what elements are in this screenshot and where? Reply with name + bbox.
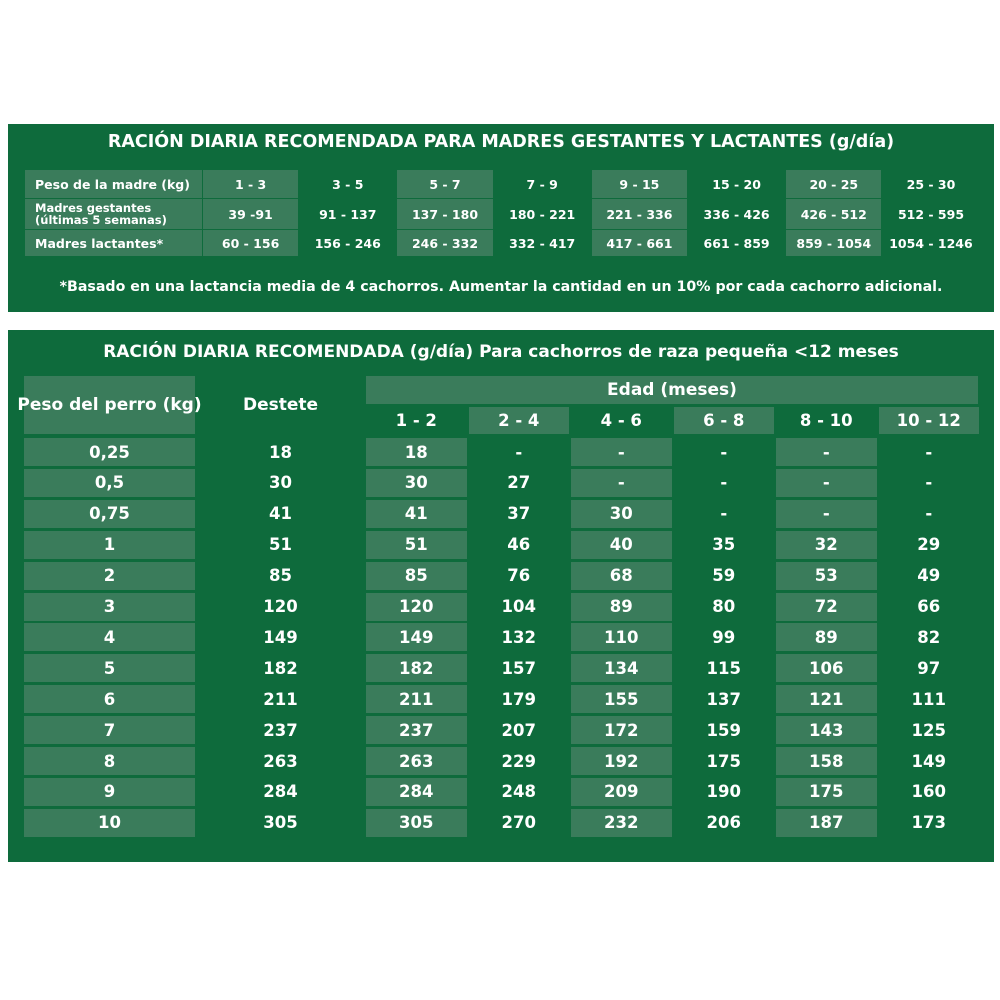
mother-weight-header: Peso de la madre (kg) [25, 170, 202, 198]
age-ration-cell: 89 [571, 593, 672, 621]
age-ration-cell: - [925, 504, 933, 524]
age-ration-cell: 68 [571, 562, 672, 590]
age-ration-cell: 190 [706, 782, 741, 802]
age-column-header: 1 - 2 [395, 411, 437, 430]
age-ration-cell: - [720, 473, 728, 493]
age-ration-cell: 149 [366, 623, 467, 651]
age-ration-cell: 41 [366, 500, 467, 528]
mother-ration-cell: 512 - 595 [897, 206, 965, 222]
mother-ration-cell: 859 - 1054 [786, 230, 881, 256]
weaning-ration-cell: 18 [269, 442, 292, 462]
age-group-header: Edad (meses) [366, 376, 978, 404]
puppy-ration-panel [8, 330, 994, 862]
age-ration-cell: 27 [507, 473, 531, 493]
dog-weight-cell: 5 [24, 654, 195, 682]
age-ration-cell: 115 [706, 658, 741, 678]
age-ration-cell: 263 [366, 747, 467, 775]
age-ration-cell: 89 [776, 623, 877, 651]
mother-weight-cell: 15 - 20 [712, 176, 761, 192]
weaning-ration-cell: 41 [269, 504, 292, 524]
age-ration-cell: 46 [507, 535, 531, 555]
mother-ration-cell: 91 - 137 [319, 206, 377, 222]
weaning-ration-cell: 120 [263, 597, 298, 616]
age-ration-cell: 175 [706, 751, 741, 771]
mother-weight-cell: 20 - 25 [786, 170, 881, 198]
mother-ration-cell: 417 - 661 [592, 230, 687, 256]
puppy-table-title: RACIÓN DIARIA RECOMENDADA (g/día) Para cachorros de raza pequeña <12 meses [103, 342, 899, 362]
weaning-ration-cell: 237 [263, 720, 298, 740]
age-ration-cell: 29 [917, 535, 941, 555]
weaning-ration-cell: 85 [269, 566, 292, 586]
weight-column-header: Peso del perro (kg) [24, 376, 195, 434]
age-ration-cell: 66 [917, 597, 941, 616]
age-column-header: 2 - 4 [469, 407, 570, 434]
age-ration-cell: 270 [501, 813, 536, 833]
age-ration-cell: 237 [366, 716, 467, 744]
weaning-ration-cell: 284 [263, 782, 298, 802]
mother-row-label-line2: (últimas 5 semanas) [35, 213, 167, 227]
mother-weight-cell: 3 - 5 [332, 176, 364, 192]
age-ration-cell: 40 [571, 531, 672, 559]
age-ration-cell: 157 [501, 658, 536, 678]
age-ration-cell: 192 [571, 747, 672, 775]
age-ration-cell: 211 [366, 685, 467, 713]
age-ration-cell: 172 [571, 716, 672, 744]
mother-ration-cell: 246 - 332 [397, 230, 492, 256]
age-column-header: 6 - 8 [674, 407, 775, 434]
mothers-ration-panel [8, 124, 994, 312]
age-ration-cell: 99 [712, 627, 736, 647]
mother-row-label [25, 199, 202, 229]
mother-weight-cell: 7 - 9 [526, 176, 558, 192]
weaning-ration-cell: 30 [269, 473, 292, 493]
mother-ration-cell: 137 - 180 [397, 199, 492, 229]
age-ration-cell: 160 [911, 782, 946, 802]
mother-ration-cell: 661 - 859 [703, 235, 770, 251]
dog-weight-cell: 1 [24, 531, 195, 559]
weaning-ration-cell: 305 [263, 813, 298, 833]
age-ration-cell: 111 [911, 689, 946, 709]
age-ration-cell: 175 [776, 778, 877, 806]
weaning-ration-cell: 51 [269, 535, 292, 555]
age-ration-cell: 179 [501, 689, 536, 709]
mother-ration-cell: 426 - 512 [786, 199, 881, 229]
age-ration-cell: 159 [706, 720, 741, 740]
mother-ration-cell: 60 - 156 [203, 230, 298, 256]
dog-weight-cell: 0,5 [24, 469, 195, 497]
age-ration-cell: 137 [706, 689, 741, 709]
age-ration-cell: 134 [571, 654, 672, 682]
age-ration-cell: 110 [571, 623, 672, 651]
age-ration-cell: - [776, 469, 877, 497]
mother-ration-cell: 1054 - 1246 [889, 235, 973, 251]
mother-weight-cell: 5 - 7 [397, 170, 492, 198]
mother-ration-cell: 180 - 221 [509, 206, 576, 222]
age-ration-cell: - [925, 473, 933, 493]
mother-ration-cell: 156 - 246 [314, 235, 381, 251]
age-ration-cell: 158 [776, 747, 877, 775]
mother-ration-cell: 221 - 336 [592, 199, 687, 229]
weaning-column-header: Destete [242, 395, 319, 415]
mother-ration-cell: 336 - 426 [703, 206, 770, 222]
age-column-header: 10 - 12 [879, 407, 980, 434]
mothers-table-title: RACIÓN DIARIA RECOMENDADA PARA MADRES GESTANTES Y LACTANTES (g/día) [107, 132, 895, 152]
dog-weight-cell: 2 [24, 562, 195, 590]
age-ration-cell: 82 [917, 627, 941, 647]
age-ration-cell: 173 [911, 813, 946, 833]
age-ration-cell: 187 [776, 809, 877, 837]
age-ration-cell: 97 [917, 658, 941, 678]
dog-weight-cell: 3 [24, 593, 195, 621]
age-ration-cell: - [776, 438, 877, 466]
age-ration-cell: 37 [507, 504, 531, 524]
age-ration-cell: - [776, 500, 877, 528]
age-ration-cell: 72 [776, 593, 877, 621]
age-ration-cell: 49 [917, 566, 941, 586]
age-ration-cell: 207 [501, 720, 536, 740]
mother-row-label-line1: Madres gestantes [35, 201, 152, 215]
mother-ration-cell: 39 -91 [203, 199, 298, 229]
age-ration-cell: 51 [366, 531, 467, 559]
weaning-ration-cell: 149 [263, 627, 298, 647]
age-ration-cell: 132 [501, 627, 536, 647]
age-ration-cell: 284 [366, 778, 467, 806]
age-ration-cell: 106 [776, 654, 877, 682]
age-ration-cell: 30 [366, 469, 467, 497]
age-ration-cell: 182 [366, 654, 467, 682]
mother-weight-cell: 9 - 15 [592, 170, 687, 198]
age-ration-cell: 30 [571, 500, 672, 528]
age-ration-cell: 209 [571, 778, 672, 806]
mother-ration-cell: 332 - 417 [509, 235, 576, 251]
age-ration-cell: 18 [366, 438, 467, 466]
dog-weight-cell: 6 [24, 685, 195, 713]
age-ration-cell: 85 [366, 562, 467, 590]
mother-weight-cell: 1 - 3 [203, 170, 298, 198]
weaning-ration-cell: 263 [263, 751, 298, 771]
mother-row-label: Madres lactantes* [25, 230, 202, 256]
age-ration-cell: 305 [366, 809, 467, 837]
mother-weight-cell: 25 - 30 [906, 176, 956, 192]
dog-weight-cell: 8 [24, 747, 195, 775]
dog-weight-cell: 9 [24, 778, 195, 806]
weaning-ration-cell: 182 [263, 658, 298, 678]
dog-weight-cell: 4 [24, 623, 195, 651]
age-ration-cell: 120 [366, 593, 467, 621]
age-ration-cell: - [720, 442, 728, 462]
age-ration-cell: - [571, 469, 672, 497]
age-column-header: 8 - 10 [799, 411, 853, 430]
age-ration-cell: 206 [706, 813, 741, 833]
age-column-header: 4 - 6 [600, 411, 642, 430]
dog-weight-cell: 10 [24, 809, 195, 837]
age-ration-cell: 59 [712, 566, 736, 586]
age-ration-cell: 143 [776, 716, 877, 744]
age-ration-cell: 35 [712, 535, 736, 555]
mothers-footnote: *Basado en una lactancia media de 4 cachorros. Aumentar la cantidad en un 10% por cada cachorro adicional. [59, 279, 943, 295]
age-ration-cell: 121 [776, 685, 877, 713]
age-ration-cell: 125 [911, 720, 946, 740]
dog-weight-cell: 0,25 [24, 438, 195, 466]
age-ration-cell: 232 [571, 809, 672, 837]
age-ration-cell: - [571, 438, 672, 466]
age-ration-cell: 53 [776, 562, 877, 590]
dog-weight-cell: 0,75 [24, 500, 195, 528]
age-ration-cell: 80 [712, 597, 736, 616]
weaning-ration-cell: 211 [263, 689, 298, 709]
age-ration-cell: - [515, 442, 523, 462]
dog-weight-cell: 7 [24, 716, 195, 744]
age-ration-cell: 149 [911, 751, 946, 771]
age-ration-cell: 32 [776, 531, 877, 559]
age-ration-cell: 155 [571, 685, 672, 713]
age-ration-cell: 248 [501, 782, 536, 802]
age-ration-cell: 104 [501, 597, 536, 616]
age-ration-cell: 76 [507, 566, 531, 586]
age-ration-cell: - [720, 504, 728, 524]
age-ration-cell: - [925, 442, 933, 462]
age-ration-cell: 229 [501, 751, 536, 771]
